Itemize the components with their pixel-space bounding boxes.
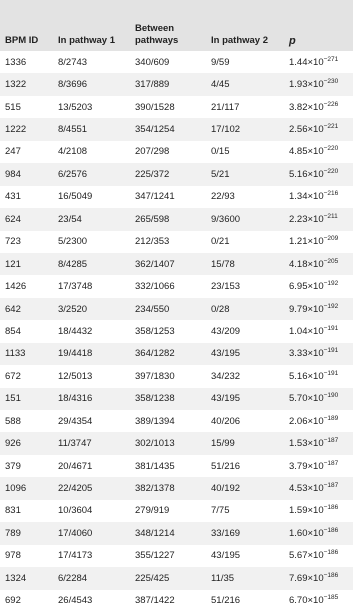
in-pathway-2-cell: 43/195 <box>206 343 284 365</box>
p-value-cell <box>284 298 353 320</box>
table-row <box>0 522 353 544</box>
table-row <box>0 388 353 410</box>
times-ten-symbol: ×10 <box>307 258 324 270</box>
times-ten-symbol: ×10 <box>307 595 324 607</box>
bpm-id-cell: 1426 <box>0 275 53 297</box>
bpm-id-cell: 854 <box>0 320 53 342</box>
p-value-mantissa: 4.85 <box>289 146 308 158</box>
bpm-id-cell: 121 <box>0 253 53 275</box>
p-value-mantissa: 6.95 <box>289 281 308 293</box>
p-value-cell <box>284 73 353 95</box>
in-pathway-1-cell: 8/4285 <box>53 253 130 275</box>
times-ten-symbol: ×10 <box>307 79 324 91</box>
p-value-exponent: −192 <box>323 280 339 288</box>
in-pathway-1-cell: 22/4205 <box>53 477 130 499</box>
table-row <box>0 118 353 140</box>
bpm-id-cell: 1336 <box>0 51 53 73</box>
table-header <box>0 0 353 51</box>
table-row <box>0 51 353 73</box>
times-ten-symbol: ×10 <box>307 572 324 584</box>
p-value-cell <box>284 320 353 342</box>
between-pathways-cell: 389/1394 <box>130 410 206 432</box>
p-value-mantissa: 5.16 <box>289 370 308 382</box>
p-value-exponent: −271 <box>323 55 339 63</box>
times-ten-symbol: ×10 <box>307 213 324 225</box>
table-row <box>0 477 353 499</box>
in-pathway-1-cell: 8/2743 <box>53 51 130 73</box>
header-bpm-id: BPM ID <box>0 0 53 51</box>
times-ten-symbol: ×10 <box>307 460 324 472</box>
p-value-mantissa: 1.34 <box>289 191 308 203</box>
bpm-id-cell: 624 <box>0 208 53 230</box>
between-pathways-cell: 234/550 <box>130 298 206 320</box>
in-pathway-2-cell: 21/117 <box>206 96 284 118</box>
in-pathway-1-cell: 6/2576 <box>53 163 130 185</box>
p-value-exponent: −191 <box>323 369 339 377</box>
times-ten-symbol: ×10 <box>307 348 324 360</box>
p-value-mantissa: 3.33 <box>289 348 308 360</box>
between-pathways-cell: 390/1528 <box>130 96 206 118</box>
p-value-cell <box>284 410 353 432</box>
p-value-mantissa: 5.16 <box>289 168 308 180</box>
in-pathway-2-cell: 0/15 <box>206 141 284 163</box>
bpm-id-cell: 1322 <box>0 73 53 95</box>
p-value-mantissa: 1.60 <box>289 527 308 539</box>
between-pathways-cell: 387/1422 <box>130 590 206 612</box>
table-row <box>0 275 353 297</box>
bpm-id-cell: 692 <box>0 590 53 612</box>
p-value-mantissa: 7.69 <box>289 572 308 584</box>
table-row <box>0 141 353 163</box>
in-pathway-1-cell: 12/5013 <box>53 365 130 387</box>
in-pathway-2-cell: 4/45 <box>206 73 284 95</box>
p-value-exponent: −187 <box>323 459 339 467</box>
table-row <box>0 545 353 567</box>
header-between-pathways: Between pathways <box>130 0 206 51</box>
bpm-id-cell: 247 <box>0 141 53 163</box>
in-pathway-2-cell: 51/216 <box>206 590 284 612</box>
p-value-exponent: −186 <box>323 504 339 512</box>
p-value-exponent: −191 <box>323 324 339 332</box>
times-ten-symbol: ×10 <box>307 393 324 405</box>
p-value-mantissa: 3.79 <box>289 460 308 472</box>
in-pathway-2-cell: 9/59 <box>206 51 284 73</box>
p-value-exponent: −185 <box>323 594 339 602</box>
in-pathway-2-cell: 7/75 <box>206 500 284 522</box>
p-value-exponent: −186 <box>323 526 339 534</box>
in-pathway-1-cell: 8/4551 <box>53 118 130 140</box>
p-value-cell <box>284 567 353 589</box>
bpm-id-cell: 1222 <box>0 118 53 140</box>
in-pathway-1-cell: 17/4060 <box>53 522 130 544</box>
p-value-mantissa: 2.56 <box>289 124 308 136</box>
p-value-exponent: −221 <box>323 123 339 131</box>
p-value-exponent: −220 <box>323 167 339 175</box>
p-value-mantissa: 1.04 <box>289 325 308 337</box>
table-row <box>0 231 353 253</box>
times-ten-symbol: ×10 <box>307 527 324 539</box>
table-row <box>0 455 353 477</box>
p-value-exponent: −187 <box>323 482 339 490</box>
table-row <box>0 432 353 454</box>
table-row <box>0 590 353 612</box>
p-value-cell <box>284 208 353 230</box>
bpm-id-cell: 642 <box>0 298 53 320</box>
times-ten-symbol: ×10 <box>307 370 324 382</box>
header-in-pathway-1: In pathway 1 <box>53 0 130 51</box>
in-pathway-2-cell: 34/232 <box>206 365 284 387</box>
bpm-id-cell: 926 <box>0 432 53 454</box>
in-pathway-2-cell: 40/192 <box>206 477 284 499</box>
bpm-id-cell: 588 <box>0 410 53 432</box>
in-pathway-1-cell: 11/3747 <box>53 432 130 454</box>
between-pathways-cell: 397/1830 <box>130 365 206 387</box>
bpm-id-cell: 1133 <box>0 343 53 365</box>
p-value-cell <box>284 96 353 118</box>
between-pathways-cell: 347/1241 <box>130 186 206 208</box>
between-pathways-cell: 381/1435 <box>130 455 206 477</box>
p-value-cell <box>284 163 353 185</box>
p-value-exponent: −205 <box>323 257 339 265</box>
times-ten-symbol: ×10 <box>307 146 324 158</box>
p-value-cell <box>284 118 353 140</box>
times-ten-symbol: ×10 <box>307 325 324 337</box>
in-pathway-1-cell: 16/5049 <box>53 186 130 208</box>
times-ten-symbol: ×10 <box>307 56 324 68</box>
bpm-id-cell: 1324 <box>0 567 53 589</box>
table-row <box>0 298 353 320</box>
bpm-id-cell: 789 <box>0 522 53 544</box>
p-value-mantissa: 5.70 <box>289 393 308 405</box>
p-value-exponent: −190 <box>323 392 339 400</box>
p-value-exponent: −226 <box>323 100 339 108</box>
p-value-cell <box>284 500 353 522</box>
times-ten-symbol: ×10 <box>307 191 324 203</box>
p-value-mantissa: 3.82 <box>289 101 308 113</box>
p-value-cell <box>284 522 353 544</box>
p-value-cell <box>284 231 353 253</box>
header-in-pathway-2: In pathway 2 <box>206 0 284 51</box>
between-pathways-cell: 340/609 <box>130 51 206 73</box>
in-pathway-2-cell: 33/169 <box>206 522 284 544</box>
between-pathways-cell: 364/1282 <box>130 343 206 365</box>
in-pathway-2-cell: 43/195 <box>206 388 284 410</box>
bpm-id-cell: 978 <box>0 545 53 567</box>
between-pathways-cell: 332/1066 <box>130 275 206 297</box>
p-value-mantissa: 1.59 <box>289 505 308 517</box>
p-value-cell <box>284 141 353 163</box>
p-value-mantissa: 5.67 <box>289 550 308 562</box>
in-pathway-1-cell: 6/2284 <box>53 567 130 589</box>
in-pathway-1-cell: 18/4316 <box>53 388 130 410</box>
table-row <box>0 73 353 95</box>
in-pathway-2-cell: 5/21 <box>206 163 284 185</box>
between-pathways-cell: 382/1378 <box>130 477 206 499</box>
in-pathway-1-cell: 20/4671 <box>53 455 130 477</box>
p-value-cell <box>284 432 353 454</box>
p-value-cell <box>284 275 353 297</box>
times-ten-symbol: ×10 <box>307 550 324 562</box>
bpm-id-cell: 515 <box>0 96 53 118</box>
in-pathway-1-cell: 19/4418 <box>53 343 130 365</box>
in-pathway-2-cell: 15/99 <box>206 432 284 454</box>
in-pathway-1-cell: 26/4543 <box>53 590 130 612</box>
times-ten-symbol: ×10 <box>307 303 324 315</box>
between-pathways-cell: 207/298 <box>130 141 206 163</box>
table-row <box>0 365 353 387</box>
in-pathway-1-cell: 4/2108 <box>53 141 130 163</box>
between-pathways-cell: 358/1253 <box>130 320 206 342</box>
table-row <box>0 343 353 365</box>
p-value-exponent: −216 <box>323 190 339 198</box>
times-ten-symbol: ×10 <box>307 281 324 293</box>
in-pathway-1-cell: 5/2300 <box>53 231 130 253</box>
p-value-mantissa: 1.21 <box>289 236 308 248</box>
p-value-exponent: −230 <box>323 78 339 86</box>
bpm-id-cell: 831 <box>0 500 53 522</box>
p-value-mantissa: 2.23 <box>289 213 308 225</box>
bpm-id-cell: 672 <box>0 365 53 387</box>
between-pathways-cell: 355/1227 <box>130 545 206 567</box>
in-pathway-2-cell: 17/102 <box>206 118 284 140</box>
in-pathway-2-cell: 0/21 <box>206 231 284 253</box>
times-ten-symbol: ×10 <box>307 168 324 180</box>
p-value-exponent: −191 <box>323 347 339 355</box>
between-pathways-cell: 225/372 <box>130 163 206 185</box>
in-pathway-2-cell: 43/195 <box>206 545 284 567</box>
p-value-exponent: −187 <box>323 437 339 445</box>
times-ten-symbol: ×10 <box>307 505 324 517</box>
p-value-exponent: −192 <box>323 302 339 310</box>
table-row <box>0 567 353 589</box>
p-value-exponent: −209 <box>323 235 339 243</box>
table-row <box>0 208 353 230</box>
p-value-cell <box>284 545 353 567</box>
between-pathways-cell: 225/425 <box>130 567 206 589</box>
in-pathway-1-cell: 23/54 <box>53 208 130 230</box>
times-ten-symbol: ×10 <box>307 101 324 113</box>
p-value-exponent: −186 <box>323 571 339 579</box>
between-pathways-cell: 265/598 <box>130 208 206 230</box>
in-pathway-2-cell: 9/3600 <box>206 208 284 230</box>
times-ten-symbol: ×10 <box>307 415 324 427</box>
table-row <box>0 320 353 342</box>
in-pathway-2-cell: 11/35 <box>206 567 284 589</box>
in-pathway-1-cell: 8/3696 <box>53 73 130 95</box>
bpm-id-cell: 1096 <box>0 477 53 499</box>
in-pathway-2-cell: 22/93 <box>206 186 284 208</box>
between-pathways-cell: 362/1407 <box>130 253 206 275</box>
bpm-id-cell: 723 <box>0 231 53 253</box>
times-ten-symbol: ×10 <box>307 124 324 136</box>
bpm-id-cell: 984 <box>0 163 53 185</box>
in-pathway-2-cell: 0/28 <box>206 298 284 320</box>
times-ten-symbol: ×10 <box>307 236 324 248</box>
in-pathway-2-cell: 40/206 <box>206 410 284 432</box>
times-ten-symbol: ×10 <box>307 483 324 495</box>
p-value-mantissa: 2.06 <box>289 415 308 427</box>
times-ten-symbol: ×10 <box>307 438 324 450</box>
p-value-cell <box>284 343 353 365</box>
header-p-value: p <box>284 0 353 51</box>
p-value-mantissa: 1.44 <box>289 56 308 68</box>
p-value-mantissa: 4.18 <box>289 258 308 270</box>
p-value-exponent: −189 <box>323 414 339 422</box>
table-row <box>0 186 353 208</box>
p-value-exponent: −220 <box>323 145 339 153</box>
p-value-cell <box>284 590 353 612</box>
between-pathways-cell: 317/889 <box>130 73 206 95</box>
p-value-mantissa: 9.79 <box>289 303 308 315</box>
between-pathways-cell: 358/1238 <box>130 388 206 410</box>
table-row <box>0 96 353 118</box>
p-value-mantissa: 1.93 <box>289 79 308 91</box>
bpm-id-cell: 151 <box>0 388 53 410</box>
p-value-exponent: −211 <box>323 212 338 220</box>
p-value-cell <box>284 51 353 73</box>
between-pathways-cell: 354/1254 <box>130 118 206 140</box>
p-value-cell <box>284 365 353 387</box>
table-row <box>0 253 353 275</box>
between-pathways-cell: 348/1214 <box>130 522 206 544</box>
between-pathways-cell: 212/353 <box>130 231 206 253</box>
in-pathway-1-cell: 18/4432 <box>53 320 130 342</box>
p-value-mantissa: 4.53 <box>289 483 308 495</box>
in-pathway-2-cell: 51/216 <box>206 455 284 477</box>
in-pathway-1-cell: 17/3748 <box>53 275 130 297</box>
in-pathway-2-cell: 23/153 <box>206 275 284 297</box>
table-body <box>0 51 353 612</box>
p-value-cell <box>284 477 353 499</box>
bpm-id-cell: 379 <box>0 455 53 477</box>
bpm-id-cell: 431 <box>0 186 53 208</box>
p-value-cell <box>284 186 353 208</box>
in-pathway-1-cell: 3/2520 <box>53 298 130 320</box>
in-pathway-2-cell: 43/209 <box>206 320 284 342</box>
in-pathway-1-cell: 10/3604 <box>53 500 130 522</box>
table-row <box>0 500 353 522</box>
in-pathway-1-cell: 17/4173 <box>53 545 130 567</box>
table-row <box>0 410 353 432</box>
in-pathway-1-cell: 13/5203 <box>53 96 130 118</box>
p-value-mantissa: 6.70 <box>289 595 308 607</box>
header-row <box>0 0 353 51</box>
p-value-cell <box>284 388 353 410</box>
p-value-exponent: −186 <box>323 549 339 557</box>
in-pathway-2-cell: 15/78 <box>206 253 284 275</box>
p-value-cell <box>284 455 353 477</box>
p-value-cell <box>284 253 353 275</box>
between-pathways-cell: 302/1013 <box>130 432 206 454</box>
table-row <box>0 163 353 185</box>
p-value-mantissa: 1.53 <box>289 438 308 450</box>
between-pathways-cell: 279/919 <box>130 500 206 522</box>
in-pathway-1-cell: 29/4354 <box>53 410 130 432</box>
